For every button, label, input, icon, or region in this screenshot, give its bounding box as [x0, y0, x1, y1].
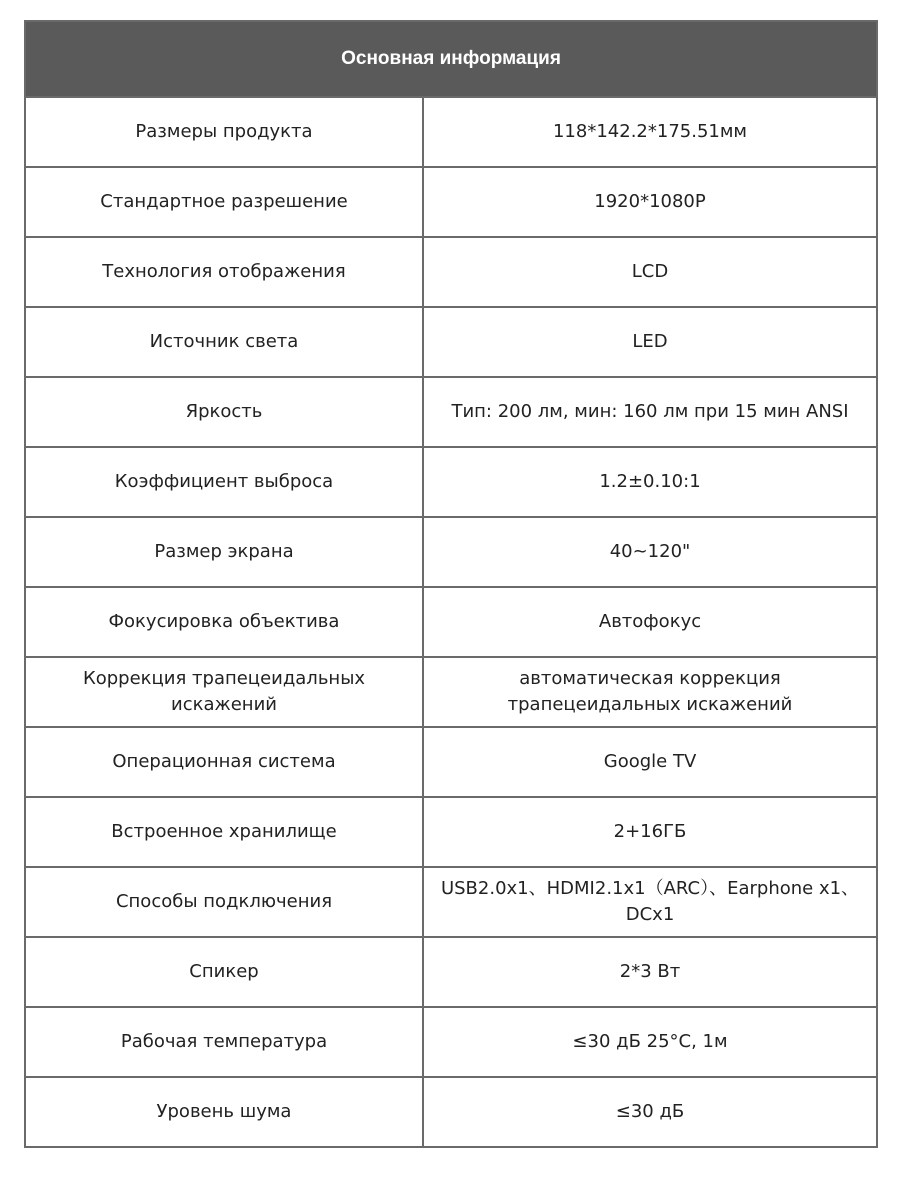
- spec-value: Google TV: [423, 727, 877, 797]
- table-row: [25, 447, 877, 517]
- spec-value: USB2.0x1、HDMI2.1x1（ARC）、Earphone x1、DCx1: [423, 867, 877, 937]
- spec-label: Размеры продукта: [25, 97, 423, 167]
- spec-value: ≤30 дБ: [423, 1077, 877, 1147]
- spec-value: 1.2±0.10:1: [423, 447, 877, 517]
- table-row: [25, 237, 877, 307]
- table-row: [25, 307, 877, 377]
- spec-table-body: [25, 97, 877, 1147]
- spec-label: Спикер: [25, 937, 423, 1007]
- spec-label: Источник света: [25, 307, 423, 377]
- spec-value: Автофокус: [423, 587, 877, 657]
- spec-value: автоматическая коррекция трапецеидальных искажений: [423, 657, 877, 727]
- table-row: [25, 167, 877, 237]
- spec-value: 118*142.2*175.51мм: [423, 97, 877, 167]
- table-row: [25, 517, 877, 587]
- table-row: [25, 1077, 877, 1147]
- spec-value: Тип: 200 лм, мин: 160 лм при 15 мин ANSI: [423, 377, 877, 447]
- spec-value: LCD: [423, 237, 877, 307]
- spec-label: Рабочая температура: [25, 1007, 423, 1077]
- table-row: [25, 797, 877, 867]
- table-row: [25, 377, 877, 447]
- spec-value: LED: [423, 307, 877, 377]
- spec-table-header: [25, 21, 877, 97]
- spec-label: Способы подключения: [25, 867, 423, 937]
- spec-value: ≤30 дБ 25°C, 1м: [423, 1007, 877, 1077]
- spec-label: Размер экрана: [25, 517, 423, 587]
- spec-label: Технология отображения: [25, 237, 423, 307]
- spec-value: 1920*1080P: [423, 167, 877, 237]
- table-row: [25, 587, 877, 657]
- table-row: [25, 727, 877, 797]
- spec-value: 2*3 Вт: [423, 937, 877, 1007]
- table-row: [25, 937, 877, 1007]
- header-row: [25, 21, 877, 97]
- table-title: Основная информация: [25, 21, 877, 97]
- spec-label: Уровень шума: [25, 1077, 423, 1147]
- spec-label: Фокусировка объектива: [25, 587, 423, 657]
- spec-label: Встроенное хранилище: [25, 797, 423, 867]
- spec-label: Яркость: [25, 377, 423, 447]
- spec-label: Коэффициент выброса: [25, 447, 423, 517]
- table-row: [25, 867, 877, 937]
- spec-label: Коррекция трапецеидальных искажений: [25, 657, 423, 727]
- spec-label: Стандартное разрешение: [25, 167, 423, 237]
- spec-value: 2+16ГБ: [423, 797, 877, 867]
- spec-table: [24, 20, 878, 1148]
- table-row: [25, 1007, 877, 1077]
- spec-value: 40~120": [423, 517, 877, 587]
- table-row: [25, 657, 877, 727]
- spec-label: Операционная система: [25, 727, 423, 797]
- table-row: [25, 97, 877, 167]
